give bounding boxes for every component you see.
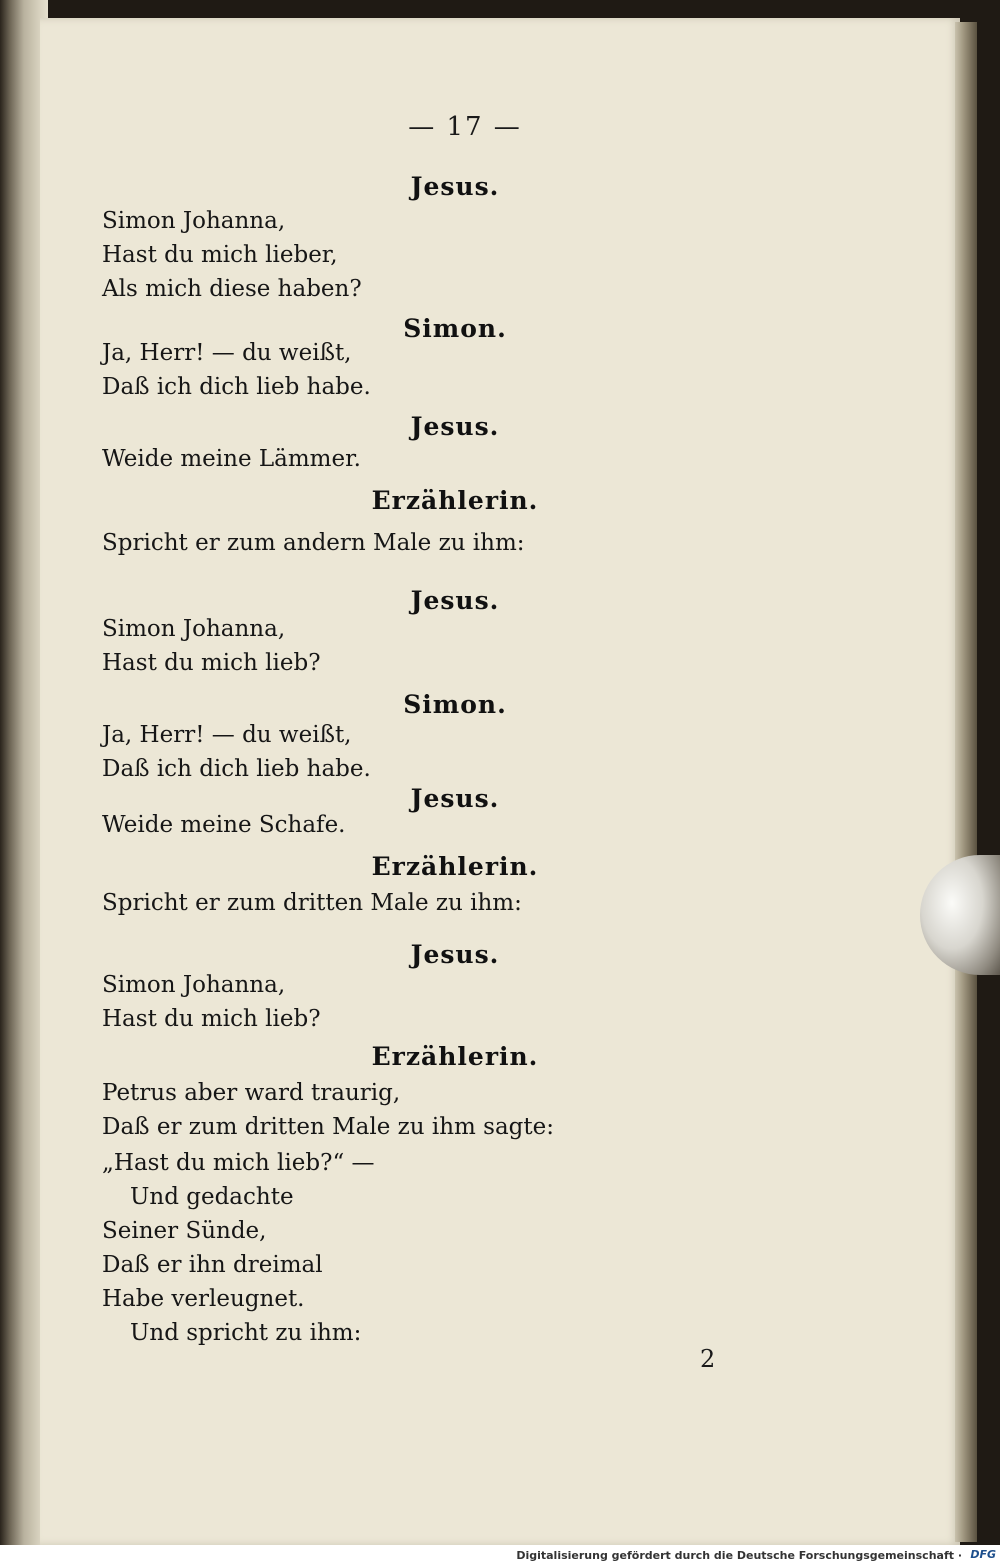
text-line: Daß er ihn dreimal	[102, 1252, 323, 1278]
digitization-footer	[0, 1545, 1000, 1567]
text-line: Simon Johanna,	[102, 208, 286, 234]
text-line: Hast du mich lieb?	[102, 1006, 321, 1032]
page-edge	[955, 22, 977, 1542]
speaker-heading: Erzählerin.	[371, 486, 539, 515]
speaker-heading: Simon.	[403, 314, 507, 343]
text-line: Daß ich dich lieb habe.	[102, 374, 371, 400]
speaker-heading: Jesus.	[410, 940, 500, 969]
text-line: Daß er zum dritten Male zu ihm sagte:	[102, 1114, 555, 1140]
text-line: Simon Johanna,	[102, 616, 286, 642]
text-line: Petrus aber ward traurig,	[102, 1080, 401, 1106]
speaker-heading: Jesus.	[410, 172, 500, 201]
text-line: Habe verleugnet.	[102, 1286, 305, 1312]
text-line: Und gedachte	[130, 1184, 294, 1210]
text-line: Spricht er zum dritten Male zu ihm:	[102, 890, 522, 916]
speaker-heading: Jesus.	[410, 586, 500, 615]
dfg-logo-icon: DFG	[970, 1548, 996, 1561]
text-line: Daß ich dich lieb habe.	[102, 756, 371, 782]
text-line: Ja, Herr! — du weißt,	[102, 722, 352, 748]
text-line: Seiner Sünde,	[102, 1218, 267, 1244]
text-line: Weide meine Lämmer.	[102, 446, 361, 472]
text-line: Als mich diese haben?	[102, 276, 362, 302]
text-line: Simon Johanna,	[102, 972, 286, 998]
text-line: Weide meine Schafe.	[102, 812, 346, 838]
text-line: Hast du mich lieb?	[102, 650, 321, 676]
speaker-heading: Jesus.	[410, 784, 500, 813]
text-line: „Hast du mich lieb?“ —	[102, 1150, 375, 1176]
speaker-heading: Erzählerin.	[371, 1042, 539, 1071]
text-line: Spricht er zum andern Male zu ihm:	[102, 530, 525, 556]
text-line: Hast du mich lieber,	[102, 242, 338, 268]
speaker-heading: Simon.	[403, 690, 507, 719]
text-line: Und spricht zu ihm:	[130, 1320, 362, 1346]
footer-credit: Digitalisierung gefördert durch die Deutsche Forschungsgemeinschaft ·	[516, 1549, 962, 1562]
speaker-heading: Erzählerin.	[371, 852, 539, 881]
page-number: — 17 —	[408, 112, 522, 142]
text-line: Ja, Herr! — du weißt,	[102, 340, 352, 366]
speaker-heading: Jesus.	[410, 412, 500, 441]
signature-mark: 2	[700, 1345, 716, 1373]
